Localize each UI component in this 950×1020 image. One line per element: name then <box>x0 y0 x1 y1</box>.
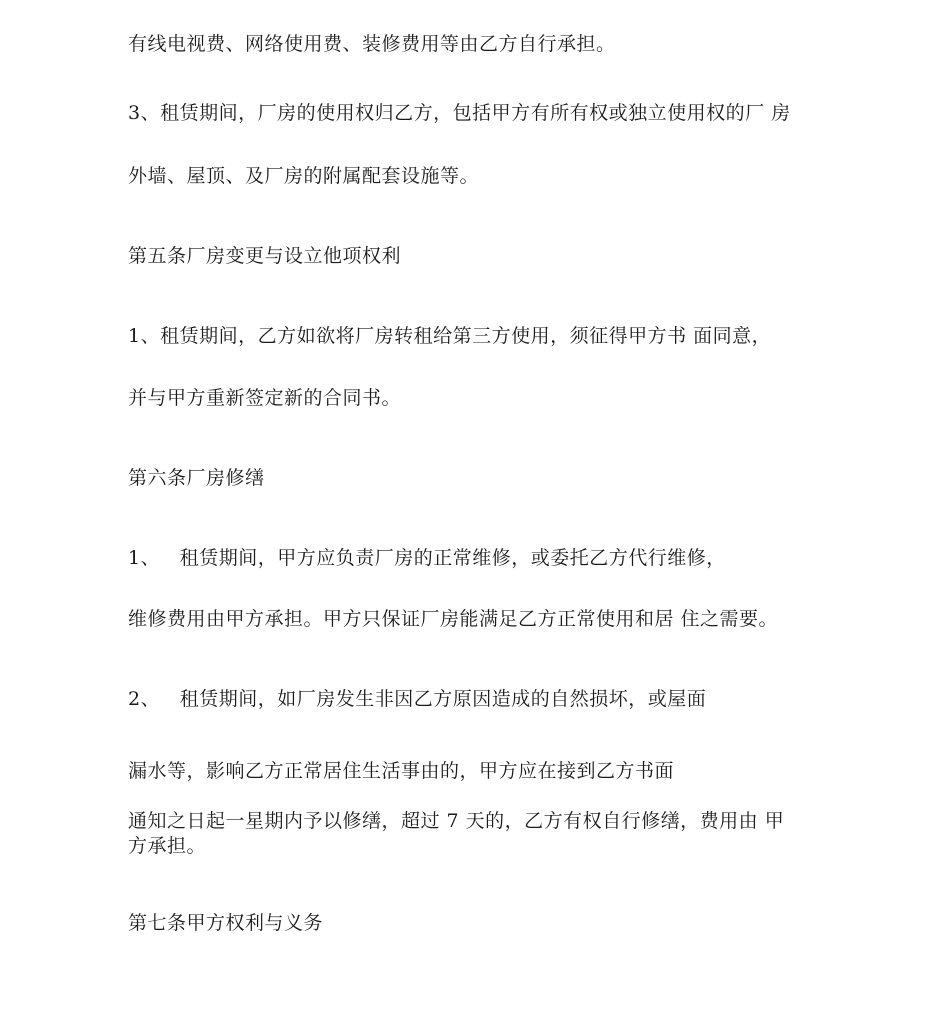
paragraph-line: 并与甲方重新签定新的合同书。 <box>128 387 402 409</box>
clause-item-3: 3、租赁期间，厂房的使用权归乙方，包括甲方有所有权或独立使用权的厂 房 <box>128 102 791 124</box>
section-heading-article-6: 第六条厂房修缮 <box>128 467 265 489</box>
paragraph-line: 外墙、屋顶、及厂房的附属配套设施等。 <box>128 165 480 187</box>
clause-item-1: 1、 租赁期间，甲方应负责厂房的正常维修，或委托乙方代行维修， <box>128 547 726 569</box>
section-heading-article-7: 第七条甲方权利与义务 <box>128 912 324 934</box>
clause-item-2: 2、 租赁期间，如厂房发生非因乙方原因造成的自然损坏，或屋面 <box>128 688 707 710</box>
paragraph-line: 方承担。 <box>128 835 207 857</box>
paragraph-line: 有线电视费、网络使用费、装修费用等由乙方自行承担。 <box>128 33 616 55</box>
paragraph-line: 通知之日起一星期内予以修缮，超过 7 天的，乙方有权自行修缮，费用由 甲 <box>128 810 785 832</box>
clause-item-1: 1、租赁期间，乙方如欲将厂房转租给第三方使用，须征得甲方书 面同意， <box>128 325 772 347</box>
section-heading-article-5: 第五条厂房变更与设立他项权利 <box>128 245 402 267</box>
paragraph-line: 维修费用由甲方承担。甲方只保证厂房能满足乙方正常使用和居 住之需要。 <box>128 608 779 630</box>
paragraph-line: 漏水等，影响乙方正常居住生活事由的，甲方应在接到乙方书面 <box>128 760 675 782</box>
